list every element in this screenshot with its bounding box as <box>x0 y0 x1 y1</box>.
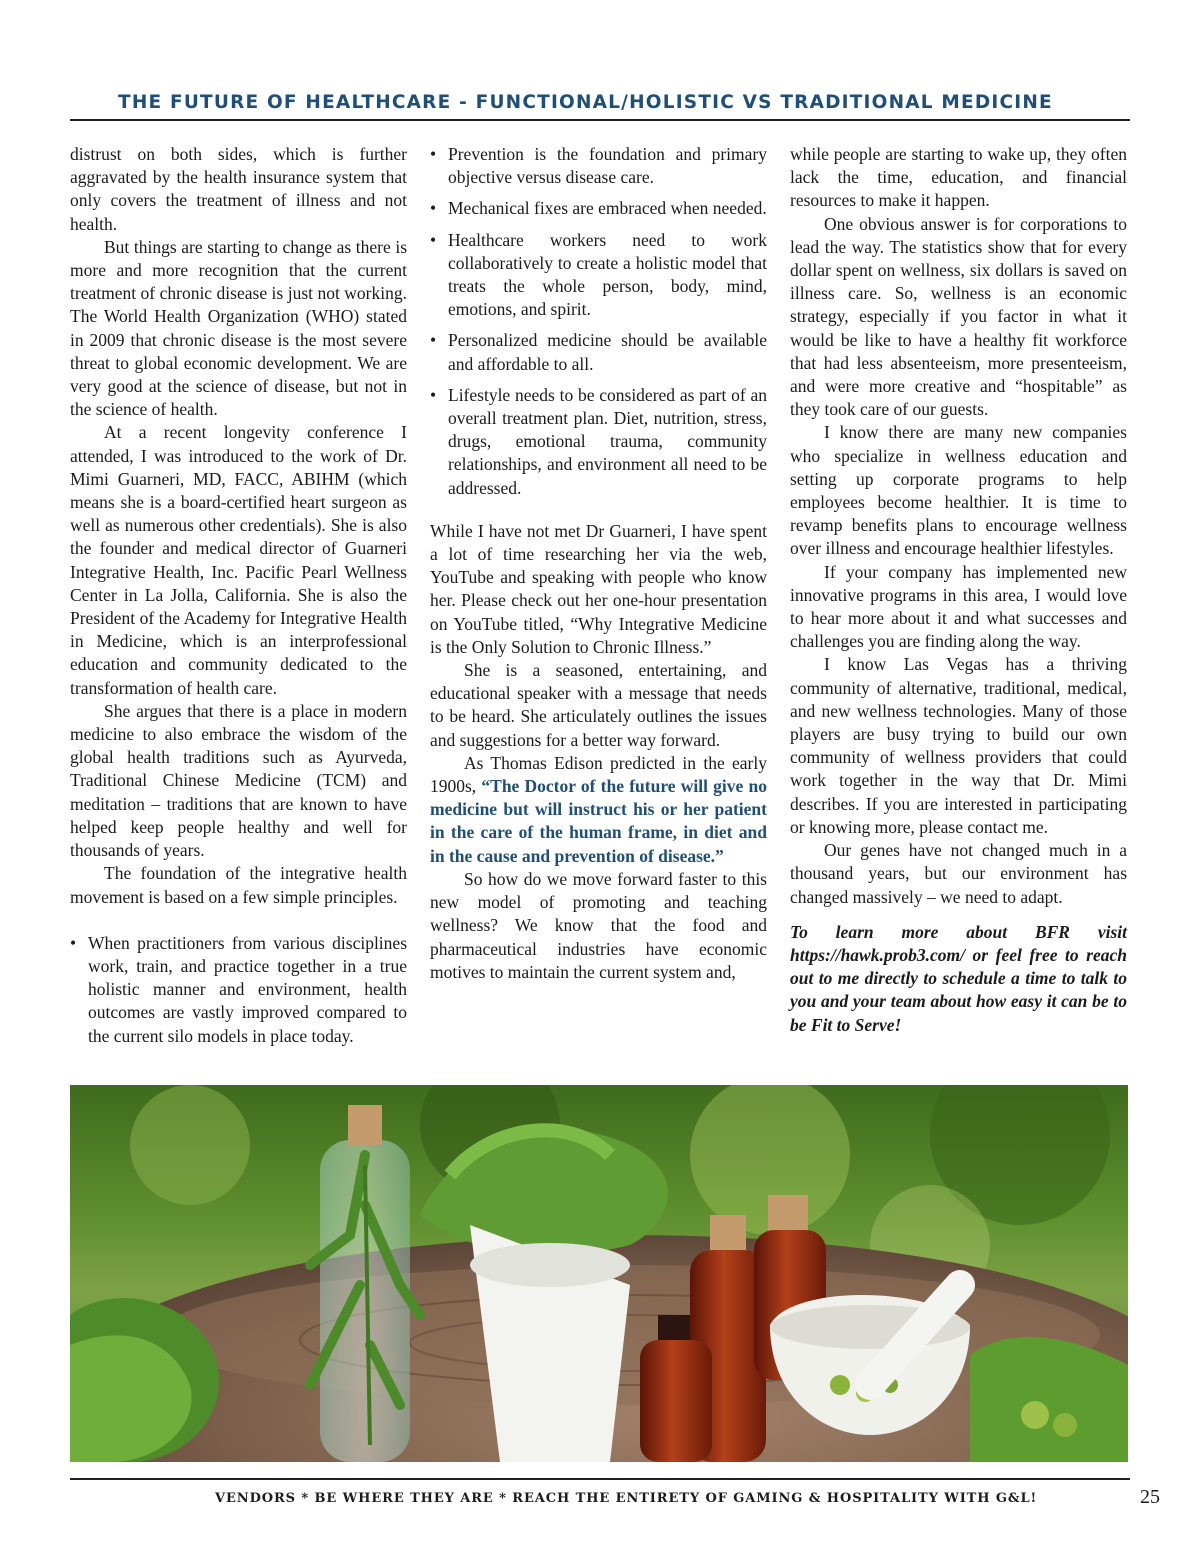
list-item-text: When practitioners from various disciplines work, train, and practice together in a true holistic manner and environment, health outcomes are vastly improved compared to the current silo models in place today. <box>88 932 407 1046</box>
paragraph-lead: As Thomas Edison predicted in the early 1900s, <box>430 752 767 797</box>
paragraph: I know Las Vegas has a thriving community of alternative, traditional, medical, and new wellness technologies. Many of those players are busy trying to build our own community of wellness providers that could work together in the way that Dr. Mimi describes. If you are interested in participating or knowing more, please contact me. <box>790 654 1127 837</box>
call-to-action: To learn more about BFR visit https://hawk.prob3.com/ or feel free to reach out to me directly to schedule a time to talk to you and your team about how easy it can be to be Fit to Serve! <box>790 921 1127 1035</box>
list-item <box>430 197 767 220</box>
principles-list <box>430 143 767 500</box>
list-item <box>430 329 767 375</box>
principles-list <box>70 932 407 1048</box>
footer-divider <box>70 1478 1130 1480</box>
list-item-text: Lifestyle needs to be considered as part of an overall treatment plan. Diet, nutrition, stress, drugs, emotional trauma, community relationships, and environment all need to be addressed. <box>448 384 767 498</box>
paragraph: So how do we move forward faster to this new model of promoting and teaching wellness? We know that the food and pharmaceutical industries have economic motives to maintain the current system and, <box>430 868 767 982</box>
list-item <box>430 229 767 322</box>
paragraph: If your company has implemented new innovative programs in this area, I would love to hear more about it and what successes and challenges you are finding along the way. <box>790 561 1127 652</box>
paragraph: At a recent longevity conference I attended, I was introduced to the work of Dr. Mimi Guarneri, MD, FACC, ABIHM (which means she is a board-certified heart surgeon as well as numerous other credentials). She is also the founder and medical director of Guarneri Integrative Health, Inc. Pacific Pearl Wellness Center in La Jolla, California. She is also the President of the Academy for Integrative Health in Medicine, which is an interprofessional education and community dedicated to the transformation of health care. <box>70 422 407 698</box>
paragraph: I know there are many new companies who specialize in wellness education and setting up corporate programs to help employees become healthier. It is time to revamp benefits plans to encourage wellness over illness and encourage healthier lifestyles. <box>790 422 1127 559</box>
edison-quote: “The Doctor of the future will give no medicine but will instruct his or her patient in the care of the human frame, in diet and in the cause and prevention of disease.” <box>430 776 767 866</box>
spacer <box>430 508 767 520</box>
bullet-icon: • <box>430 229 437 250</box>
article-column-3 <box>790 143 1127 1037</box>
bullet-icon: • <box>430 384 437 405</box>
paragraph: She is a seasoned, entertaining, and educational speaker with a message that needs to be heard. She articulately outlines the issues and suggestions for a better way forward. <box>430 660 767 750</box>
paragraph: She argues that there is a place in modern medicine to also embrace the wisdom of the global health traditions such as Ayurveda, Traditional Chinese Medicine (TCM) and meditation – traditions that are known to have helped keep people healthy and well for thousands of years. <box>70 700 407 861</box>
paragraph: distrust on both sides, which is further aggravated by the health insurance system that only covers the treatment of illness and not health. <box>70 144 407 234</box>
page-number: 25 <box>1140 1486 1160 1508</box>
page-header-title: THE FUTURE OF HEALTHCARE - FUNCTIONAL/HOLISTIC VS TRADITIONAL MEDICINE <box>118 92 1053 113</box>
paragraph: The foundation of the integrative health movement is based on a few simple principles. <box>70 863 407 907</box>
list-item-text: Personalized medicine should be available and affordable to all. <box>448 330 767 374</box>
paragraph: While I have not met Dr Guarneri, I have spent a lot of time researching her via the web, YouTube and speaking with people who know her. Please check out her one-hour presentation on YouTube titled, “Why Integrative Medicine is the Only Solution to Chronic Illness.” <box>430 520 767 657</box>
article-column-1 <box>70 143 407 1056</box>
spacer <box>70 909 407 932</box>
list-item-text: Prevention is the foundation and primary objective versus disease care. <box>448 144 767 188</box>
bullet-icon: • <box>430 330 437 351</box>
herbal-medicine-illustration <box>70 1085 1128 1462</box>
article-column-2 <box>430 143 767 984</box>
list-item <box>70 932 407 1048</box>
bullet-icon: • <box>70 932 77 953</box>
list-item <box>430 384 767 500</box>
paragraph: Our genes have not changed much in a thousand years, but our environment has changed massively – we need to adapt. <box>790 840 1127 907</box>
list-item <box>430 143 767 189</box>
paragraph <box>430 752 767 868</box>
header-divider <box>70 119 1130 121</box>
paragraph: But things are starting to change as there is more and more recognition that the current treatment of chronic disease is just not working. The World Health Organization (WHO) stated in 2009 that chronic disease is the most severe threat to global economic development. We are very good at the science of disease, but not in the science of health. <box>70 236 407 420</box>
footer-tagline: VENDORS * BE WHERE THEY ARE * REACH THE ENTIRETY OF GAMING & HOSPITALITY WITH G&L! <box>215 1491 1038 1506</box>
herbal-medicine-photo <box>70 1085 1128 1462</box>
list-item-text: Healthcare workers need to work collaboratively to create a holistic model that treats the whole person, body, mind, emotions, and spirit. <box>448 229 767 320</box>
bullet-icon: • <box>430 144 437 164</box>
list-item-text: Mechanical fixes are embraced when needed. <box>448 198 767 219</box>
bullet-icon: • <box>430 198 437 219</box>
paragraph: while people are starting to wake up, they often lack the time, education, and financial resources to make it happen. <box>790 144 1127 211</box>
paragraph: One obvious answer is for corporations to lead the way. The statistics show that for every dollar spent on wellness, six dollars is saved on illness care. So, wellness is an economic strategy, especially if you factor in what it would be like to have a healthy fit workforce that had less absenteeism, more presenteeism, and were more creative and “hospitable” as they took care of our guests. <box>790 213 1127 420</box>
